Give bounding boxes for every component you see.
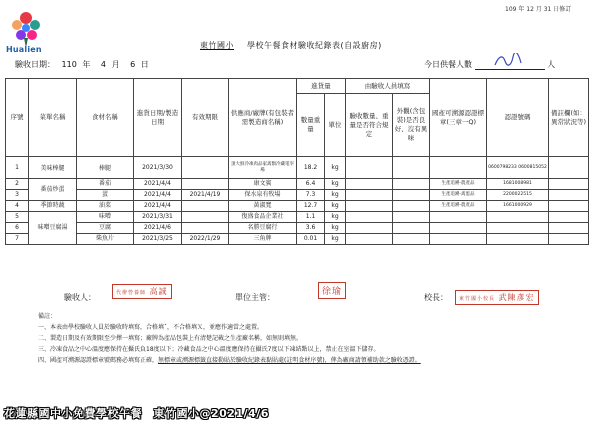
cell-ingredient: 豆腐: [77, 223, 134, 234]
cell-cert: 生產追溯-禽蛋品: [430, 190, 487, 201]
cell-inspect-pkg[interactable]: [393, 179, 430, 190]
cell-supplier: 頂大鮮冷凍肉品家禽類冷藏電宰場: [229, 157, 297, 179]
cell-expiry: [182, 157, 229, 179]
cell-seq: 4: [6, 201, 29, 212]
cell-remark[interactable]: [549, 201, 589, 212]
cell-ingredient: 油菜: [77, 201, 134, 212]
cell-inspect-pkg[interactable]: [393, 234, 430, 245]
principal-stamp-name: 武陳彥宏: [498, 293, 535, 302]
supervisor-label: 單位主管：: [235, 293, 275, 302]
date-month-unit: 月: [111, 60, 120, 69]
cell-cert: [430, 234, 487, 245]
cell-cert: 生產追溯-農產品: [430, 179, 487, 190]
cell-purchase-date: 2021/4/4: [134, 201, 182, 212]
cell-supplier: 黃淑寬: [229, 201, 297, 212]
header-cert-no: 認證號碼: [487, 79, 549, 157]
school-name: 東竹國小: [200, 41, 234, 50]
cell-qty: 18.2: [297, 157, 325, 179]
cell-ingredient: 番茄: [77, 179, 134, 190]
cell-cert: [430, 157, 487, 179]
inspector-stamp-small: 代辦營養師: [116, 290, 147, 296]
note-item: 一、本表由學校驗收人員於驗收時填寫，合格填ˇ，不合格填Ｘ，並應作適當之處置。: [38, 324, 264, 331]
cell-ingredient: 柴魚片: [77, 234, 134, 245]
cell-unit: kg: [325, 190, 346, 201]
header-cert: 國產可溯源認證標章(三章一Q): [430, 79, 487, 157]
cell-seq: 7: [6, 234, 29, 245]
cell-remark[interactable]: [549, 179, 589, 190]
header-inspect-pkg: 外觀(含包裝)是否良好、沒有異味: [393, 94, 430, 157]
cell-purchase-date: 2021/3/30: [134, 157, 182, 179]
date-month: 4: [100, 60, 107, 69]
cell-remark[interactable]: [549, 234, 589, 245]
cell-expiry: [182, 201, 229, 212]
supervisor-stamp: 徐瑜: [318, 282, 346, 299]
cell-unit: kg: [325, 223, 346, 234]
principal-stamp: [455, 290, 539, 305]
cell-purchase-date: 2021/3/25: [134, 234, 182, 245]
cell-cert-no: [487, 212, 549, 223]
table-row: [6, 223, 589, 234]
header-remark: 備註欄(如：異常狀況等): [549, 79, 589, 157]
cell-expiry: [182, 223, 229, 234]
cell-expiry: [182, 179, 229, 190]
cell-purchase-date: 2021/3/31: [134, 212, 182, 223]
supplier-count-field[interactable]: [475, 59, 545, 70]
cell-supplier: 名勝豆腐行: [229, 223, 297, 234]
note-item-4-text: 四、國產可溯源認證標章號碼務必填寫正確，: [38, 357, 159, 364]
notes-heading: 備註：: [38, 313, 57, 320]
header-ingredient: 食材名稱: [77, 79, 134, 157]
inspector-stamp: [112, 284, 172, 299]
inspector-stamp-name: 高誠: [149, 287, 168, 296]
cell-cert-no: 1681008981: [487, 179, 549, 190]
cell-inspect-qty[interactable]: [346, 201, 393, 212]
principal-label: 校長：: [424, 293, 448, 302]
cell-supplier: 康文賓: [229, 179, 297, 190]
header-inspection-group: 由驗收人員填寫: [346, 79, 430, 94]
header-unit: 單位: [325, 94, 346, 157]
cell-unit: kg: [325, 179, 346, 190]
date-year: 110: [61, 60, 77, 69]
cell-cert: 生產追溯-農產品: [430, 201, 487, 212]
header-supplier: 供應商/廠牌(有包裝者需製造商名稱): [229, 79, 297, 157]
date-label: 驗收日期：: [15, 60, 55, 69]
inspection-date: [15, 59, 149, 70]
cell-dish: 美味棒腿: [29, 157, 77, 179]
cell-cert: [430, 223, 487, 234]
cell-inspect-pkg[interactable]: [393, 212, 430, 223]
principal-stamp-small: 東竹國小校長: [459, 296, 496, 302]
supplier-count-label: 今日供餐人數: [424, 60, 472, 69]
cell-inspect-pkg[interactable]: [393, 190, 430, 201]
note-item: [38, 355, 421, 366]
note-item-4-underlined: 無標章或溯源標籤直接勒貼於驗收紀錄表黏貼處(註明食材序號)，俾為廠商請領補助款之驗收憑證。: [158, 357, 421, 364]
note-item: 三、冷凍食品之中心溫度應保持在攝氏負18度以下；冷藏食品之中心溫度應保持在攝氏7度以下凍結點以上，禁止在室溫下儲存。: [38, 346, 380, 353]
table-row: [6, 190, 589, 201]
date-day: 6: [130, 60, 136, 69]
cell-supplier: 復盛食品企業社: [229, 212, 297, 223]
cell-inspect-qty[interactable]: [346, 212, 393, 223]
cell-cert: [430, 212, 487, 223]
cell-qty: 7.3: [297, 190, 325, 201]
cell-unit: kg: [325, 212, 346, 223]
note-item: 二、製造日期及有效期限至少擇一填寫；廠牌為產品包裝上有清楚記載之生產廠名稱，如無則填無。: [38, 335, 303, 342]
cell-inspect-qty[interactable]: [346, 234, 393, 245]
header-qty: 數量重量: [297, 94, 325, 157]
cell-purchase-date: 2021/4/4: [134, 190, 182, 201]
table-row: [6, 179, 589, 190]
cell-purchase-date: 2021/4/4: [134, 179, 182, 190]
cell-seq: 2: [6, 179, 29, 190]
cell-seq: 5: [6, 212, 29, 223]
cell-remark[interactable]: [549, 157, 589, 179]
table-row: [6, 201, 589, 212]
notes: [38, 311, 421, 366]
header-delivery-qty: 進貨量: [297, 79, 346, 94]
cell-remark[interactable]: [549, 223, 589, 234]
cell-qty: 3.6: [297, 223, 325, 234]
cell-expiry: [182, 212, 229, 223]
cell-seq: 3: [6, 190, 29, 201]
table-row: [6, 212, 589, 223]
cell-unit: kg: [325, 157, 346, 179]
cell-supplier: 三角牌: [229, 234, 297, 245]
cell-purchase-date: 2021/4/6: [134, 223, 182, 234]
cell-expiry: 2021/4/19: [182, 190, 229, 201]
cell-inspect-pkg[interactable]: [393, 157, 430, 179]
cell-unit: kg: [325, 201, 346, 212]
header-purchase-date: 進貨日期/製造日期: [134, 79, 182, 157]
cell-qty: 12.7: [297, 201, 325, 212]
date-year-unit: 年: [82, 60, 91, 69]
cell-remark[interactable]: [549, 190, 589, 201]
cell-inspect-qty[interactable]: [346, 223, 393, 234]
cell-ingredient: 蛋: [77, 190, 134, 201]
footer-caption: 花蓮縣國中小免費學校午餐 東竹國小@2021/4/6: [4, 407, 269, 420]
cell-ingredient: 棒腿: [77, 157, 134, 179]
cell-ingredient: 味噌: [77, 212, 134, 223]
cell-cert-no: 1661000929: [487, 201, 549, 212]
cell-qty: 0.01: [297, 234, 325, 245]
header-dish: 菜單名稱: [29, 79, 77, 157]
cell-cert-no: 0600798233 0600815052: [487, 157, 549, 179]
cell-seq: 1: [6, 157, 29, 179]
cell-cert-no: 2200022515: [487, 190, 549, 201]
cell-qty: 1.1: [297, 212, 325, 223]
inspector-label: 驗收人：: [64, 293, 96, 302]
cell-inspect-pkg[interactable]: [393, 223, 430, 234]
cell-dish: 番茄炒蛋: [29, 179, 77, 201]
cell-unit: kg: [325, 234, 346, 245]
cell-seq: 6: [6, 223, 29, 234]
date-day-unit: 日: [140, 60, 149, 69]
header-seq: 序號: [6, 79, 29, 157]
supplier-count: [424, 59, 555, 70]
cell-expiry: 2022/1/29: [182, 234, 229, 245]
cell-cert-no: [487, 223, 549, 234]
cell-remark[interactable]: [549, 212, 589, 223]
form-title: 學校午餐食材驗收紀錄表(自設廚房): [247, 41, 382, 50]
cell-inspect-qty[interactable]: [346, 179, 393, 190]
revision-date: 109 年 12 月 31 日修訂: [505, 6, 572, 13]
page-title: [200, 40, 382, 51]
table-row: [6, 234, 589, 245]
cell-cert-no: [487, 234, 549, 245]
cell-dish: 季節時蔬: [29, 201, 77, 212]
cell-inspect-qty[interactable]: [346, 157, 393, 179]
people-unit: 人: [547, 60, 556, 69]
cell-dish: 味噌豆腐湯: [29, 212, 77, 245]
cell-qty: 6.4: [297, 179, 325, 190]
handwritten-scribble-icon: [493, 53, 523, 69]
header-inspect-qty: 驗收數量、重量是否符合規定: [346, 94, 393, 157]
inspection-table: [5, 78, 589, 245]
logo-text: Hualien: [6, 45, 42, 54]
header-expiry: 有效期限: [182, 79, 229, 157]
cell-inspect-pkg[interactable]: [393, 201, 430, 212]
cell-supplier: 保水泉有牧場: [229, 190, 297, 201]
cell-inspect-qty[interactable]: [346, 190, 393, 201]
table-row: [6, 157, 589, 179]
